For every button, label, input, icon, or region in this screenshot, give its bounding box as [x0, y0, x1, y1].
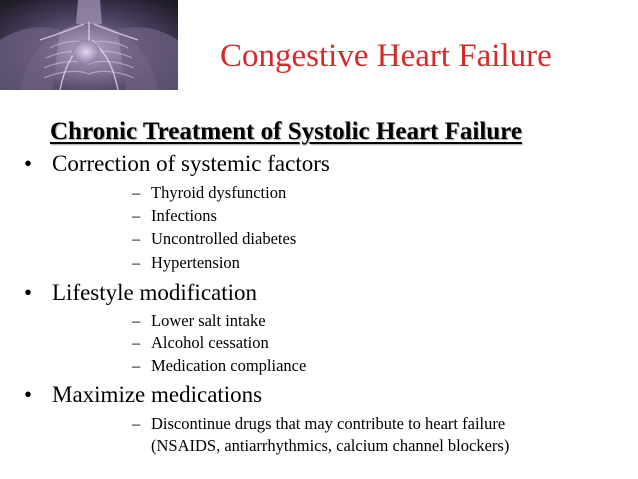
bullet-maximize-medications	[24, 381, 262, 409]
heart-anatomy-illustration	[0, 0, 178, 90]
slide-subtitle: Chronic Treatment of Systolic Heart Failure	[50, 118, 522, 145]
sub-bullet-text: Medication compliance	[151, 356, 307, 375]
sub-bullet-text: Lower salt intake	[151, 311, 266, 330]
dash-icon: –	[132, 311, 141, 330]
dash-icon: –	[132, 356, 141, 375]
dash-icon: –	[132, 333, 141, 352]
sub-bullet	[132, 182, 286, 204]
dash-icon: –	[132, 253, 141, 272]
bullet-lifestyle-modification	[24, 279, 257, 307]
sub-bullet-text: Uncontrolled diabetes	[151, 229, 297, 248]
dash-icon: –	[132, 206, 141, 225]
bullet-icon: •	[24, 280, 33, 305]
sub-bullet-text: Infections	[151, 206, 217, 225]
sub-bullet-continuation: (NSAIDS, antiarrhythmics, calcium channel blockers)	[151, 436, 510, 455]
bullet-label: Maximize medications	[52, 382, 263, 407]
sub-bullet-text: Hypertension	[151, 253, 240, 272]
dash-icon: –	[132, 414, 141, 433]
sub-bullet	[132, 205, 217, 227]
sub-bullet	[132, 310, 266, 332]
sub-bullet-text: Alcohol cessation	[151, 333, 269, 352]
anatomy-thumbnail-image	[0, 0, 178, 90]
dash-icon: –	[132, 183, 141, 202]
dash-icon: –	[132, 229, 141, 248]
sub-bullet	[132, 355, 306, 377]
sub-bullet-text: Discontinue drugs that may contribute to heart failure	[151, 414, 506, 433]
sub-bullet	[132, 332, 269, 354]
sub-bullet	[132, 413, 505, 435]
slide-title: Congestive Heart Failure	[220, 38, 552, 74]
bullet-label: Correction of systemic factors	[52, 151, 330, 176]
sub-bullet	[132, 228, 296, 250]
sub-bullet-text: Thyroid dysfunction	[151, 183, 287, 202]
bullet-icon: •	[24, 382, 33, 407]
bullet-systemic-factors	[24, 150, 330, 178]
sub-bullet	[132, 252, 240, 274]
bullet-label: Lifestyle modification	[52, 280, 258, 305]
bullet-icon: •	[24, 151, 33, 176]
